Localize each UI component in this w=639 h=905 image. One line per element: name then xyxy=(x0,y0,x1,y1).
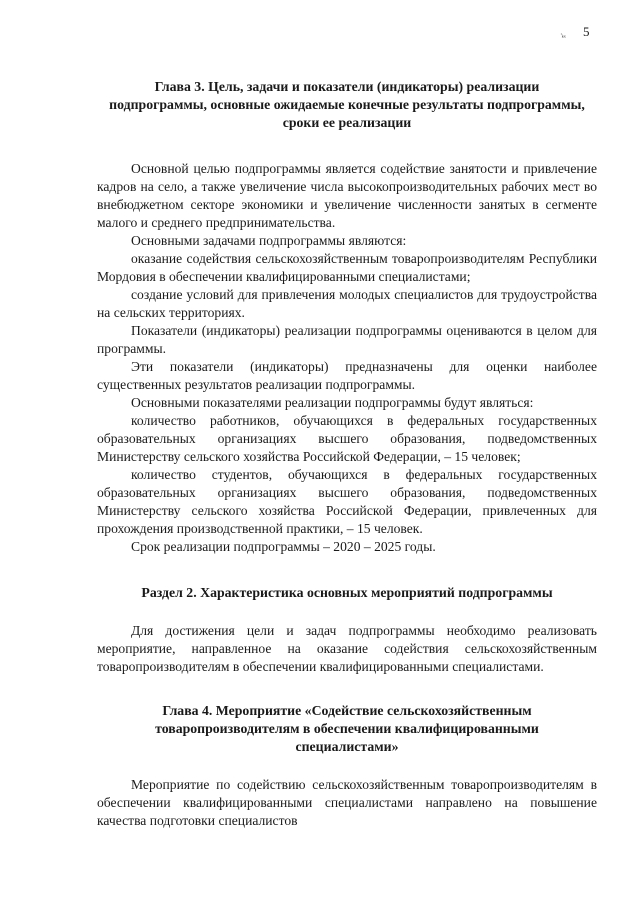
chapter-4-paragraph: Мероприятие по содействию сельскохозяйственным товаропроизводителям в обеспечении квалифицированными специалистами направлено на повышение качества подготовки специалистов xyxy=(97,777,597,828)
section-2-heading: Раздел 2. Характеристика основных мероприятий подпрограммы xyxy=(141,585,553,600)
chapter-3-paragraph: Основными задачами подпрограммы являются: xyxy=(131,233,407,248)
chapter-3-paragraph: Эти показатели (индикаторы) предназначены для оценки наиболее существенных результатов реализации подпрограммы. xyxy=(97,359,597,392)
page-number: 5 xyxy=(583,24,590,39)
chapter-3-paragraph: оказание содействия сельскохозяйственным товаропроизводителям Республики Мордовия в обеспечении квалифицированными специалистами; xyxy=(97,251,597,284)
page-content xyxy=(97,78,597,830)
chapter-4-heading: Глава 4. Мероприятие «Содействие сельскохозяйственным товаропроизводителям в обеспечении квалифицированными специалистами» xyxy=(155,703,539,754)
chapter-3-heading: Глава 3. Цель, задачи и показатели (индикаторы) реализации подпрограммы, основные ожидаемые конечные результаты подпрограммы, сроки ее реализации xyxy=(109,79,585,130)
scan-artifact-mark: ·ᵢᵤₓ xyxy=(560,30,565,39)
chapter-3-paragraph: Основной целью подпрограммы является содействие занятости и привлечение кадров на село, а также увеличение числа высокопроизводительных рабочих мест во внебюджетном секторе экономики и увеличение численности занятых в сегменте малого и среднего предпринимательства. xyxy=(97,161,597,230)
spacer xyxy=(97,556,597,584)
chapter-3-paragraph: Основными показателями реализации подпрограммы будут являться: xyxy=(131,395,534,410)
chapter-3-paragraph: создание условий для привлечения молодых специалистов для трудоустройства на сельских территориях. xyxy=(97,287,597,320)
chapter-3-paragraph: количество работников, обучающихся в федеральных государственных образовательных организациях высшего образования, подведомственных Министерству сельского хозяйства Российской Федерации, – 15 человек; xyxy=(97,413,597,464)
chapter-3-paragraph: количество студентов, обучающихся в федеральных государственных образовательных организациях высшего образования, подведомственных Министерству сельского хозяйства Российской Федерации, привлеченных для прохождения производственной практики, – 15 человек. xyxy=(97,467,597,536)
section-2-paragraph: Для достижения цели и задач подпрограммы необходимо реализовать мероприятие, направленное на оказание содействия сельскохозяйственным товаропроизводителям в обеспечении квалифицированными специалистами. xyxy=(97,623,597,674)
chapter-3-paragraph: Показатели (индикаторы) реализации подпрограммы оцениваются в целом для программы. xyxy=(97,323,597,356)
spacer xyxy=(97,676,597,702)
chapter-3-paragraph: Срок реализации подпрограммы – 2020 – 2025 годы. xyxy=(131,539,436,554)
